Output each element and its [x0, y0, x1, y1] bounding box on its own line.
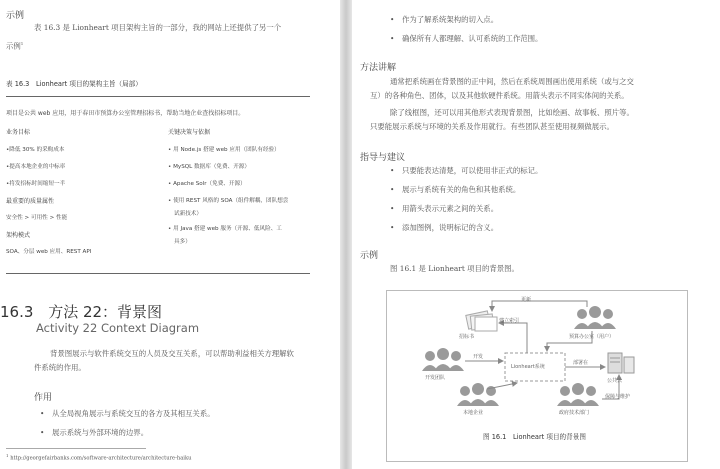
- col2-item: • MySQL 数据库（免费、开源）: [168, 164, 251, 170]
- col2-item: • 用 Node.js 搭建 web 应用（团队有经验）: [168, 147, 280, 153]
- method-heading: 方法讲解: [360, 63, 397, 73]
- figure-frame: [386, 290, 688, 462]
- budget-office-people-icon: [574, 306, 616, 329]
- top-item: • 作为了解系统架构的切入点。: [390, 10, 542, 29]
- gov-label: 政府技术部门: [559, 410, 590, 416]
- quality-value: 安全性 > 可用性 > 性能: [6, 215, 68, 221]
- tips-heading: 指导与建议: [360, 153, 406, 163]
- purpose-heading: 作用: [34, 393, 53, 403]
- edge-update-arrow: [492, 301, 587, 311]
- footnote-number: 1: [6, 453, 9, 458]
- col2-item-cont: 具多）: [174, 239, 191, 245]
- col2-item: • Apache Solr（免费、开源）: [168, 181, 246, 187]
- col1-item: •将发招标时间缩短一半: [6, 181, 66, 187]
- tip-item: • 添加图例，说明标记的含义。: [390, 218, 542, 237]
- section-number: 16.3: [0, 303, 34, 321]
- example-heading: 示例: [6, 11, 25, 21]
- col1-header: 业务目标: [6, 129, 31, 136]
- tip-item: • 用箭头表示元素之间的关系。: [390, 199, 542, 218]
- book-gutter: [340, 0, 352, 469]
- tip-item: • 只要能表达清楚，可以使用非正式的标记。: [390, 161, 542, 180]
- edge-index-label: 建立索引: [499, 318, 520, 324]
- method-para2-line1: 除了线框图，还可以用其他形式表现背景图，比如绘画、故事板、照片等。: [390, 108, 634, 117]
- quality-header: 最重要的质量属性: [6, 198, 55, 205]
- top-item: • 确保所有人都理解、认可系统的工作范围。: [390, 29, 542, 48]
- example-text-line2: [6, 37, 23, 53]
- footnote-ref: 1: [20, 41, 24, 46]
- method-para1-line2: 互）的各种角色、团体，以及其他软硬件系统。用箭头表示不同实体间的关系。: [370, 91, 629, 100]
- footnote: [6, 453, 191, 462]
- bids-label: 招标书: [459, 334, 475, 340]
- cloud-server-icon: [608, 353, 634, 373]
- local-business-people-icon: [457, 383, 499, 406]
- right-example-heading: 示例: [360, 251, 379, 261]
- edge-ops-label: 保障与维护: [605, 394, 631, 400]
- method-para2-line2: 只要能展示系统与环境的关系及作用就行。有些团队甚至使用视频做展示。: [370, 122, 614, 131]
- col2-item: • 用 Java 搭建 web 服务（开源、低风险、工: [168, 226, 282, 232]
- edge-update-label: 更新: [521, 297, 532, 303]
- purpose-item: • 从全局视角展示与系统交互的各方及其相互关系。: [40, 404, 215, 423]
- example-text-line2-text: 示例: [6, 41, 21, 51]
- intro-line1: 背景图展示与软件系统交互的人员及交互关系，可以帮助利益相关方理解软: [50, 349, 294, 358]
- table-bottom-rule: [6, 273, 310, 274]
- footnote-url: http://georgefairbanks.com/software-architecture/architecture-haiku: [10, 455, 192, 462]
- table-caption: 表 16.3 Lionheart 项目的架构主旨（局部）: [6, 80, 142, 88]
- edge-index-arrow: [499, 323, 527, 353]
- col1-item: •降低 30% 的采购成本: [6, 147, 65, 153]
- purpose-list: [40, 404, 215, 442]
- edge-deploy-label: 部署在: [573, 360, 589, 366]
- table-top-rule: [6, 96, 310, 97]
- method-para1-line1: 通常把系统画在背景图的正中间，然后在系统周围画出使用系统（或与之交: [390, 77, 634, 86]
- intro-line2: 件系统的作用。: [34, 363, 86, 372]
- edge-business-arrow: [487, 383, 517, 389]
- edge-develop-label: 开发: [473, 354, 484, 360]
- tip-item: • 展示与系统有关的角色和其他系统。: [390, 180, 542, 199]
- example-text-line1: 表 16.3 是 Lionheart 项目架构主旨的一部分，我的网站上还提供了另一个: [34, 23, 282, 32]
- system-label: Lionheart系统: [511, 364, 545, 370]
- right-example-text: 图 16.1 是 Lionheart 项目的背景图。: [390, 264, 519, 273]
- purpose-item: • 展示系统与外部环境的边界。: [40, 423, 215, 442]
- col2-item: • 使用 REST 风格的 SOA（组件解耦，团队想尝: [168, 198, 289, 204]
- gov-tech-people-icon: [557, 383, 599, 406]
- left-page: [0, 0, 340, 469]
- footnote-rule: [6, 448, 146, 449]
- budget-label: 预算办公室（用户）: [569, 334, 615, 340]
- tips-list: [390, 161, 542, 237]
- figure-caption: 图 16.1 Lionheart 项目的背景图: [483, 433, 586, 441]
- public-label: 公共云: [607, 378, 623, 384]
- dev-team-people-icon: [422, 348, 464, 371]
- section-subtitle: Activity 22 Context Diagram: [36, 321, 200, 335]
- biz-label: 本地企业: [463, 410, 484, 416]
- right-page: [352, 0, 720, 469]
- arch-header: 架构模式: [6, 232, 31, 239]
- col2-header: 关键决策与依据: [168, 129, 211, 136]
- documents-icon: [466, 311, 497, 331]
- table-col2: [168, 127, 288, 250]
- section-title: 方法 22：背景图: [48, 303, 163, 321]
- section-heading: [0, 301, 162, 322]
- top-list: [390, 10, 542, 48]
- table-intro: 项目是公共 web 应用，用于春田市预算办公室管理招标书，帮助当地企业查找招标项目。: [6, 110, 245, 117]
- arch-value: SOA、分层 web 应用、REST API: [6, 249, 92, 255]
- table-col1: [6, 127, 91, 264]
- col1-item: •提高本地企业的中标率: [6, 164, 66, 170]
- col2-item-cont: 试新技术）: [174, 211, 202, 217]
- dev-label: 开发团队: [425, 375, 446, 381]
